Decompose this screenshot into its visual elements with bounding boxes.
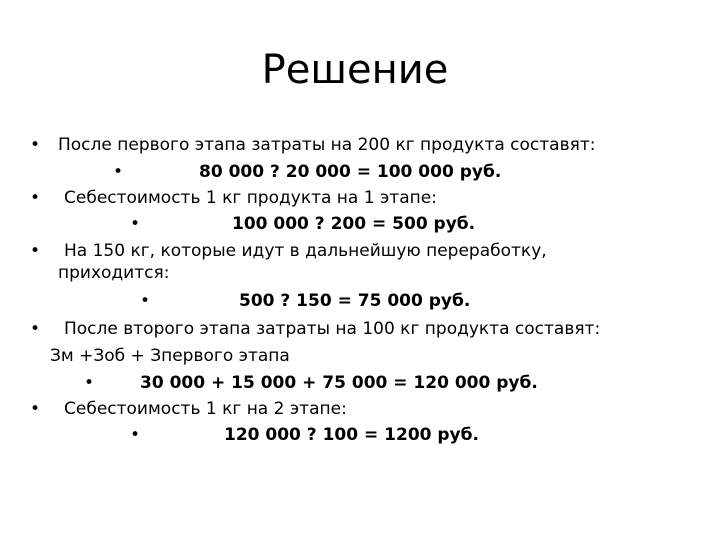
line-2: Себестоимость 1 кг продукта на 1 этапе: bbox=[64, 188, 437, 208]
line-3b: приходится: bbox=[58, 263, 170, 283]
line-4: После второго этапа затраты на 100 кг продукта составят: bbox=[64, 319, 601, 339]
line-4b: Зм +Зоб + Зпервого этапа bbox=[50, 346, 290, 366]
slide-title: Решение bbox=[261, 47, 449, 93]
line-1: После первого этапа затраты на 200 кг продукта составят: bbox=[58, 135, 596, 155]
formula-3: 500 ? 150 = 75 000 руб. bbox=[239, 291, 471, 311]
bullet-icon: • bbox=[30, 319, 41, 339]
formula-4: 30 000 + 15 000 + 75 000 = 120 000 руб. bbox=[140, 373, 538, 393]
bullet-icon: • bbox=[113, 162, 124, 182]
bullet-icon: • bbox=[30, 188, 41, 208]
bullet-icon: • bbox=[30, 241, 41, 261]
bullet-icon: • bbox=[130, 214, 141, 234]
bullet-icon: • bbox=[84, 373, 95, 393]
line-5: Себестоимость 1 кг на 2 этапе: bbox=[64, 399, 347, 419]
formula-5: 120 000 ? 100 = 1200 руб. bbox=[224, 425, 479, 445]
line-3a: На 150 кг, которые идут в дальнейшую переработку, bbox=[64, 241, 547, 261]
bullet-icon: • bbox=[30, 399, 41, 419]
bullet-icon: • bbox=[30, 135, 41, 155]
bullet-icon: • bbox=[140, 291, 151, 311]
formula-1: 80 000 ? 20 000 = 100 000 руб. bbox=[199, 162, 502, 182]
bullet-icon: • bbox=[130, 425, 141, 445]
formula-2: 100 000 ? 200 = 500 руб. bbox=[232, 214, 476, 234]
